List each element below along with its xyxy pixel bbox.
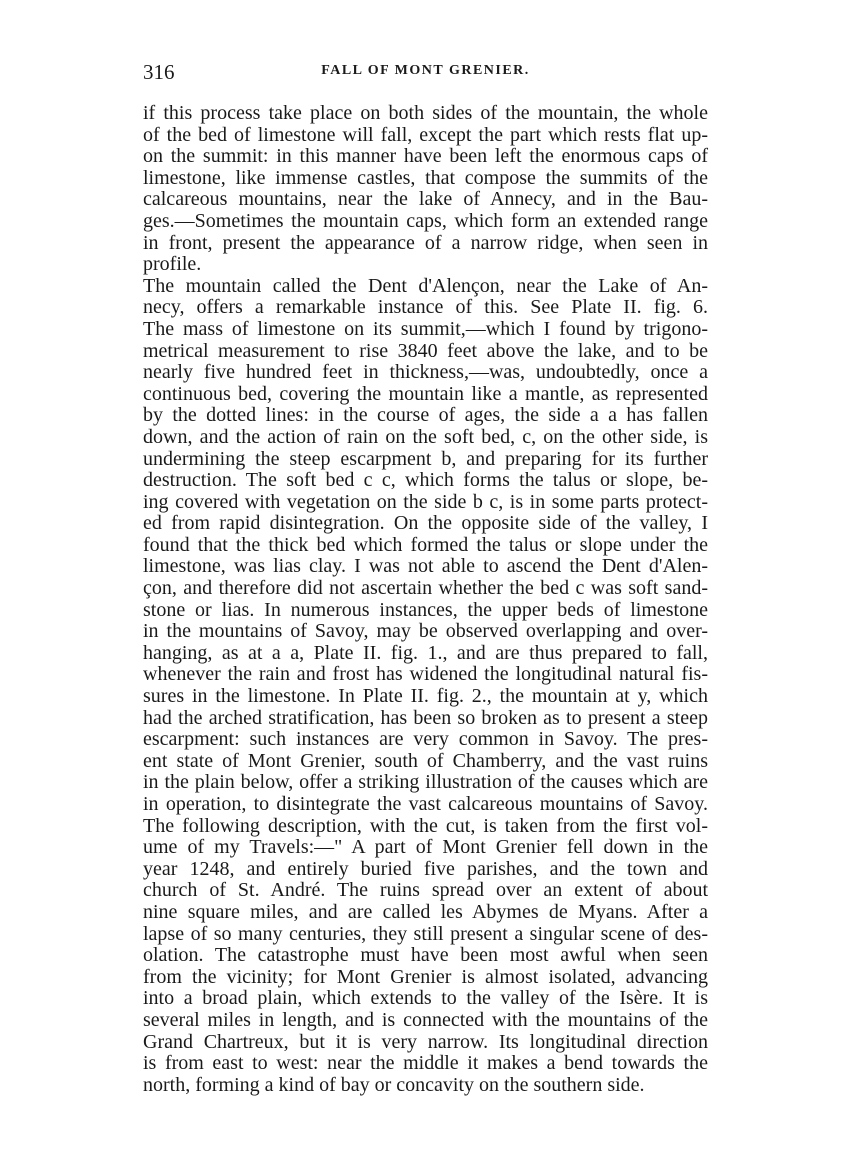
text-line: profile. bbox=[143, 253, 202, 276]
text-line: is from east to west: near the middle it makes a bend towards the bbox=[143, 1052, 708, 1075]
text-line: metrical measurement to rise 3840 feet above the lake, and to be bbox=[143, 339, 708, 362]
text-line: ed from rapid disintegration. On the opposite side of the valley, I bbox=[143, 512, 708, 535]
text-line: in the plain below, offer a striking illustration of the causes which are bbox=[143, 771, 708, 794]
text-line: church of St. André. The ruins spread over an extent of about bbox=[143, 879, 708, 902]
text-line: several miles in length, and is connected with the mountains of the bbox=[143, 1008, 708, 1031]
text-line: nine square miles, and are called les Abymes de Myans. After a bbox=[143, 900, 708, 923]
text-line: continuous bed, covering the mountain like a mantle, as represented bbox=[143, 382, 708, 405]
text-line: found that the thick bed which formed the talus or slope under the bbox=[143, 533, 708, 556]
text-line: The following description, with the cut, is taken from the first vol- bbox=[143, 814, 708, 837]
text-line: The mountain called the Dent d'Alençon, near the Lake of An- bbox=[143, 274, 708, 297]
text-line: year 1248, and entirely buried five parishes, and the town and bbox=[143, 857, 708, 880]
text-line: limestone, was lias clay. I was not able to ascend the Dent d'Alen- bbox=[143, 555, 708, 578]
text-line: into a broad plain, which extends to the valley of the Isère. It is bbox=[143, 987, 708, 1010]
text-line: ent state of Mont Grenier, south of Chamberry, and the vast ruins bbox=[143, 749, 708, 772]
text-line: of the bed of limestone will fall, except the part which rests flat up- bbox=[143, 123, 708, 146]
text-line: whenever the rain and frost has widened the longitudinal natural fis- bbox=[143, 663, 708, 686]
text-line: in the mountains of Savoy, may be observed overlapping and over- bbox=[143, 620, 708, 643]
page-number: 316 bbox=[143, 60, 175, 84]
text-line: if this process take place on both sides of the mountain, the whole bbox=[143, 102, 708, 124]
text-line: ges.—Sometimes the mountain caps, which form an extended range bbox=[143, 209, 708, 232]
text-line: in front, present the appearance of a narrow ridge, when seen in bbox=[143, 231, 708, 254]
text-line: undermining the steep escarpment b, and preparing for its further bbox=[143, 447, 708, 470]
text-line: by the dotted lines: in the course of ages, the side a a has fallen bbox=[143, 404, 708, 427]
text-line: olation. The catastrophe must have been most awful when seen bbox=[143, 944, 708, 967]
text-line: ume of my Travels:—" A part of Mont Grenier fell down in the bbox=[143, 836, 708, 859]
page-header bbox=[143, 60, 708, 84]
text-line: ing covered with vegetation on the side b c, is in some parts protect- bbox=[143, 490, 708, 513]
text-line: çon, and therefore did not ascertain whether the bed c was soft sand- bbox=[143, 577, 708, 600]
text-line: destruction. The soft bed c c, which forms the talus or slope, be- bbox=[143, 469, 708, 492]
text-line: hanging, as at a a, Plate II. fig. 1., and are thus prepared to fall, bbox=[143, 641, 708, 664]
text-line: from the vicinity; for Mont Grenier is almost isolated, advancing bbox=[143, 965, 708, 988]
text-line: Grand Chartreux, but it is very narrow. Its longitudinal direction bbox=[143, 1030, 708, 1053]
text-line: north, forming a kind of bay or concavity on the southern side. bbox=[143, 1073, 645, 1096]
text-line: nearly five hundred feet in thickness,—was, undoubtedly, once a bbox=[143, 361, 708, 384]
text-line: stone or lias. In numerous instances, the upper beds of limestone bbox=[143, 598, 708, 621]
text-line: necy, offers a remarkable instance of this. See Plate II. fig. 6. bbox=[143, 296, 708, 319]
running-head: FALL OF MONT GRENIER. bbox=[321, 63, 530, 78]
body-text bbox=[143, 103, 708, 1096]
text-line: limestone, like immense castles, that compose the summits of the bbox=[143, 166, 708, 189]
text-line: on the summit: in this manner have been left the enormous caps of bbox=[143, 145, 708, 168]
text-line: down, and the action of rain on the soft bed, c, on the other side, is bbox=[143, 425, 708, 448]
text-line: The mass of limestone on its summit,—which I found by trigono- bbox=[143, 317, 708, 340]
text-line: lapse of so many centuries, they still present a singular scene of des- bbox=[143, 922, 708, 945]
text-line: had the arched stratification, has been so broken as to present a steep bbox=[143, 706, 708, 729]
text-line: in operation, to disintegrate the vast calcareous mountains of Savoy. bbox=[143, 793, 708, 815]
text-line: escarpment: such instances are very common in Savoy. The pres- bbox=[143, 728, 708, 751]
text-line: calcareous mountains, near the lake of Annecy, and in the Bau- bbox=[143, 188, 708, 211]
text-line: sures in the limestone. In Plate II. fig. 2., the mountain at y, which bbox=[143, 685, 708, 708]
